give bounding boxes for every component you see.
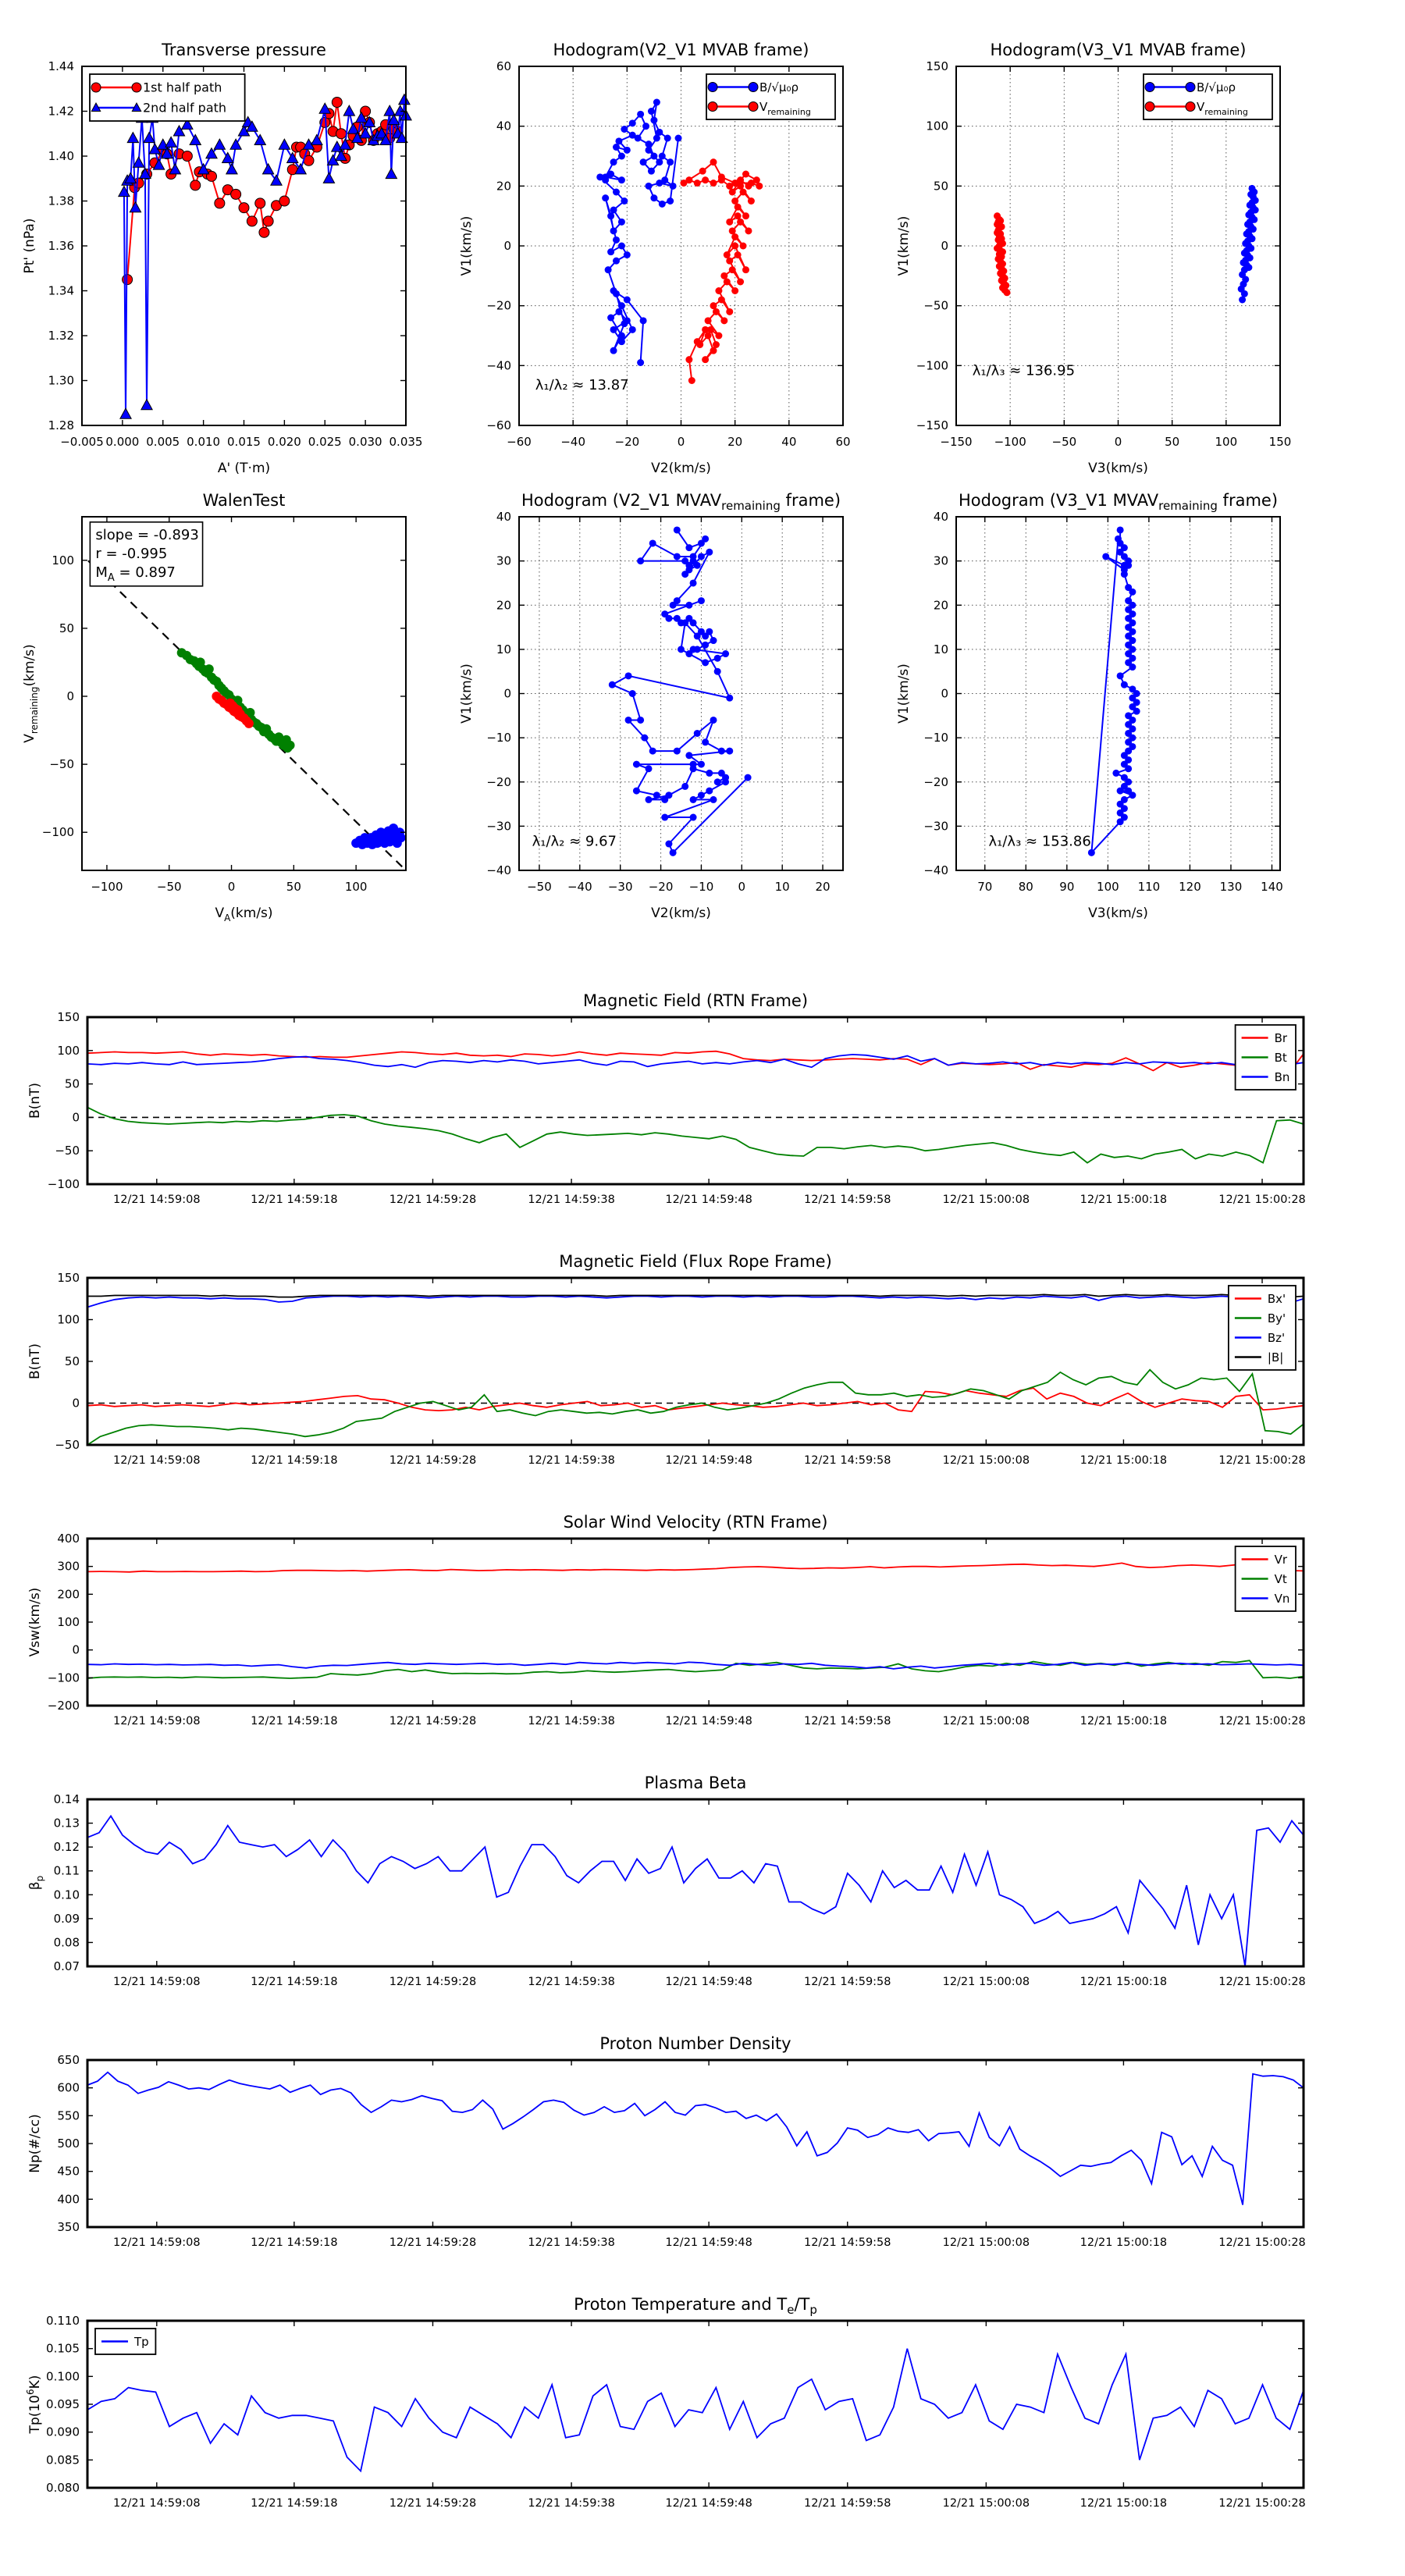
y-axis-label: B(nT) xyxy=(27,1343,43,1380)
y-tick-label: 1.36 xyxy=(48,239,74,253)
x-tick-label: −50 xyxy=(527,880,552,894)
chart-title: Proton Temperature and $T_e/T_p$ xyxy=(574,2295,817,2317)
x-tick-label: 0.000 xyxy=(105,435,140,449)
x-tick-label: 12/21 15:00:28 xyxy=(1218,1454,1306,1467)
chart-hodogram-v2v1-mvav xyxy=(459,491,843,921)
y-tick-label: 10 xyxy=(933,642,948,656)
y-tick-label: −40 xyxy=(486,358,511,373)
chart-title: WalenTest xyxy=(202,491,286,510)
y-tick-label: 1.34 xyxy=(48,283,74,298)
x-tick-label: 12/21 15:00:08 xyxy=(942,2236,1030,2249)
y-tick-label: −20 xyxy=(923,774,948,789)
x-tick-label: 80 xyxy=(1018,880,1033,894)
x-tick-label: 12/21 15:00:08 xyxy=(942,1715,1030,1727)
x-tick-label: 12/21 15:00:18 xyxy=(1080,1976,1168,1988)
y-tick-label: −50 xyxy=(55,1438,80,1452)
y-tick-label: −30 xyxy=(923,819,948,834)
y-tick-label: −20 xyxy=(486,298,511,313)
chart-b-rtn xyxy=(27,991,1306,1206)
chart-proton-temp xyxy=(25,2295,1306,2510)
y-axis-label: $V_{remaining}(km/s)$ xyxy=(22,644,40,743)
y-tick-label: 1.30 xyxy=(48,373,74,388)
x-tick-label: 12/21 14:59:28 xyxy=(389,1194,477,1206)
x-tick-label: 12/21 14:59:08 xyxy=(113,1454,201,1467)
legend-label: Vn xyxy=(1274,1591,1290,1606)
legend-label: B/√μ₀ρ xyxy=(759,80,799,94)
x-tick-label: 0 xyxy=(738,880,746,894)
x-tick-label: 12/21 14:59:48 xyxy=(665,2497,752,2510)
series-beta xyxy=(87,1816,1304,1966)
y-tick-label: 10 xyxy=(496,642,511,656)
chart-hodogram-v3v1-mvav xyxy=(896,491,1283,921)
x-tick-label: 12/21 14:59:38 xyxy=(528,1976,615,1988)
y-tick-label: −20 xyxy=(486,774,511,789)
chart-title: Solar Wind Velocity (RTN Frame) xyxy=(563,1513,828,1532)
y-axis-label: $\beta_p$ xyxy=(27,1875,45,1891)
legend xyxy=(706,74,835,119)
x-tick-label: 130 xyxy=(1219,880,1243,894)
legend-label: $V_{remaining}$ xyxy=(759,99,811,117)
x-tick-label: 12/21 14:59:08 xyxy=(113,1194,201,1206)
series-Br xyxy=(87,1051,1304,1073)
x-tick-label: 12/21 14:59:58 xyxy=(803,1194,891,1206)
y-tick-label: −10 xyxy=(923,731,948,745)
x-tick-label: −100 xyxy=(91,880,123,894)
x-axis-label: A' (T·m) xyxy=(217,461,271,476)
y-tick-label: 0.08 xyxy=(53,1935,80,1950)
x-tick-label: −0.005 xyxy=(60,435,104,449)
chart-walen-test xyxy=(22,491,406,923)
legend-label: Tp xyxy=(134,2334,149,2349)
markers-1st half path xyxy=(123,98,404,285)
legend xyxy=(1144,74,1272,119)
series-Bx' xyxy=(87,1388,1304,1411)
x-tick-label: 12/21 15:00:28 xyxy=(1218,1976,1306,1988)
legend-label: By' xyxy=(1267,1311,1286,1325)
x-axis-label: V3(km/s) xyxy=(1088,906,1148,921)
y-tick-label: −100 xyxy=(916,358,948,373)
chart-title: Hodogram(V2_V1 MVAB frame) xyxy=(553,41,809,59)
legend xyxy=(90,74,245,121)
x-tick-label: 12/21 14:59:48 xyxy=(665,1454,752,1467)
chart-hodogram-v2v1-mvab xyxy=(459,41,851,476)
x-tick-label: −30 xyxy=(607,880,633,894)
x-tick-label: 12/21 14:59:38 xyxy=(528,2236,615,2249)
chart-vsw-rtn xyxy=(27,1513,1306,1727)
y-tick-label: 500 xyxy=(57,2137,80,2151)
x-tick-label: 12/21 15:00:08 xyxy=(942,1454,1030,1467)
chart-title: Transverse pressure xyxy=(162,41,326,59)
y-tick-label: 0.09 xyxy=(53,1911,80,1926)
x-tick-label: 12/21 14:59:28 xyxy=(389,2236,477,2249)
x-tick-label: 12/21 14:59:38 xyxy=(528,2497,615,2510)
lambda-annotation: λ₁/λ₃ ≈ 153.86 xyxy=(988,833,1091,850)
x-tick-label: 12/21 15:00:28 xyxy=(1218,1715,1306,1727)
x-tick-label: 12/21 14:59:48 xyxy=(665,1715,752,1727)
x-tick-label: 12/21 14:59:58 xyxy=(803,1976,891,1988)
y-tick-label: 0.11 xyxy=(53,1863,80,1878)
lambda-annotation: λ₁/λ₂ ≈ 13.87 xyxy=(535,377,629,393)
legend xyxy=(1236,1025,1296,1090)
legend-label: Bn xyxy=(1274,1069,1290,1084)
x-tick-label: 12/21 15:00:18 xyxy=(1080,2236,1168,2249)
x-tick-label: 0.020 xyxy=(267,435,301,449)
markers-B xyxy=(596,99,681,367)
x-tick-label: 12/21 14:59:08 xyxy=(113,1976,201,1988)
x-tick-label: −40 xyxy=(567,880,592,894)
y-tick-label: −40 xyxy=(923,863,948,877)
y-tick-label: 1.40 xyxy=(48,149,74,163)
y-tick-label: −40 xyxy=(486,863,511,877)
x-axis-label: V3(km/s) xyxy=(1088,461,1148,476)
y-tick-label: 0 xyxy=(941,686,948,701)
y-axis-label: Vsw(km/s) xyxy=(27,1587,43,1657)
x-tick-label: −60 xyxy=(507,435,532,449)
y-tick-label: 0 xyxy=(503,239,511,253)
series-Vn xyxy=(87,1662,1304,1669)
y-tick-label: 400 xyxy=(57,2192,80,2207)
y-tick-label: 0.14 xyxy=(53,1792,80,1806)
x-tick-label: 0.005 xyxy=(146,435,180,449)
y-tick-label: 0.110 xyxy=(46,2314,80,2328)
legend xyxy=(1236,1546,1296,1611)
x-tick-label: 20 xyxy=(815,880,831,894)
chart-title: Hodogram(V3_V1 MVAB frame) xyxy=(990,41,1247,59)
y-tick-label: 0 xyxy=(72,1642,80,1657)
x-tick-label: 12/21 14:59:38 xyxy=(528,1454,615,1467)
y-tick-label: 100 xyxy=(57,1043,80,1058)
stats-line: $M_A = 0.897$ xyxy=(95,564,176,584)
x-tick-label: 12/21 15:00:08 xyxy=(942,1976,1030,1988)
x-tick-label: −100 xyxy=(994,435,1026,449)
x-tick-label: 12/21 14:59:58 xyxy=(803,2236,891,2249)
x-tick-label: 70 xyxy=(977,880,993,894)
y-tick-label: 0.07 xyxy=(53,1959,80,1973)
legend-label: Vr xyxy=(1274,1552,1288,1567)
x-tick-label: 140 xyxy=(1261,880,1283,894)
series-Np xyxy=(87,2073,1304,2205)
markers-V xyxy=(994,212,1010,296)
y-tick-label: 0 xyxy=(66,688,74,703)
legend-label: 1st half path xyxy=(143,80,222,95)
y-tick-label: 40 xyxy=(933,510,948,524)
x-tick-label: −40 xyxy=(560,435,585,449)
chart-title: Magnetic Field (RTN Frame) xyxy=(582,991,809,1010)
chart-title: Proton Number Density xyxy=(599,2034,791,2053)
y-tick-label: −50 xyxy=(923,298,948,313)
x-tick-label: −20 xyxy=(648,880,674,894)
legend-label: B/√μ₀ρ xyxy=(1197,80,1236,94)
legend-label: |B| xyxy=(1267,1350,1284,1364)
y-tick-label: 20 xyxy=(496,179,511,194)
y-tick-label: 400 xyxy=(57,1532,80,1546)
y-tick-label: 50 xyxy=(64,1354,80,1368)
y-tick-label: 100 xyxy=(926,119,948,133)
y-tick-label: −10 xyxy=(486,731,511,745)
chart-title: Magnetic Field (Flux Rope Frame) xyxy=(559,1252,832,1271)
y-tick-label: −50 xyxy=(55,1144,80,1158)
x-tick-label: 12/21 14:59:18 xyxy=(251,1976,338,1988)
series-Bn xyxy=(87,1055,1304,1067)
y-tick-label: 650 xyxy=(57,2053,80,2067)
y-tick-label: 350 xyxy=(57,2220,80,2234)
x-tick-label: 10 xyxy=(774,880,790,894)
x-tick-label: 12/21 14:59:58 xyxy=(803,2497,891,2510)
y-tick-label: 1.28 xyxy=(48,418,74,432)
legend-label: Br xyxy=(1274,1030,1288,1045)
x-tick-label: 120 xyxy=(1179,880,1201,894)
x-tick-label: 12/21 14:59:18 xyxy=(251,2236,338,2249)
y-tick-label: 150 xyxy=(57,1271,80,1285)
y-tick-label: 50 xyxy=(64,1076,80,1091)
x-tick-label: 12/21 15:00:18 xyxy=(1080,1454,1168,1467)
legend xyxy=(1229,1286,1296,1370)
x-tick-label: 12/21 14:59:28 xyxy=(389,1976,477,1988)
x-tick-label: 40 xyxy=(781,435,797,449)
y-tick-label: −50 xyxy=(49,757,74,772)
x-tick-label: 0 xyxy=(677,435,685,449)
x-tick-label: 0 xyxy=(1114,435,1122,449)
y-tick-label: 30 xyxy=(496,553,511,568)
y-tick-label: −100 xyxy=(47,1177,80,1191)
x-tick-label: 0.035 xyxy=(389,435,423,449)
x-tick-label: −50 xyxy=(1051,435,1077,449)
y-tick-label: 450 xyxy=(57,2164,80,2179)
y-axis-label: B(nT) xyxy=(27,1082,43,1119)
x-tick-label: 12/21 14:59:58 xyxy=(803,1715,891,1727)
y-tick-label: 150 xyxy=(926,59,948,73)
y-tick-label: 0 xyxy=(72,1396,80,1411)
x-tick-label: 12/21 15:00:08 xyxy=(942,1194,1030,1206)
x-tick-label: 12/21 14:59:48 xyxy=(665,1976,752,1988)
chart-transverse-pressure xyxy=(22,41,422,476)
y-axis-label: V1(km/s) xyxy=(459,664,475,724)
y-tick-label: 40 xyxy=(496,510,511,524)
series-By' xyxy=(87,1370,1304,1445)
y-axis-label: V1(km/s) xyxy=(459,215,475,276)
x-tick-label: 12/21 14:59:48 xyxy=(665,2236,752,2249)
x-tick-label: 12/21 14:59:08 xyxy=(113,2236,201,2249)
y-tick-label: 0 xyxy=(72,1110,80,1125)
x-tick-label: −10 xyxy=(688,880,714,894)
x-tick-label: 150 xyxy=(1268,435,1292,449)
x-tick-label: 12/21 14:59:18 xyxy=(251,2497,338,2510)
chart-hodogram-v3v1-mvab xyxy=(896,41,1291,476)
y-tick-label: 0.105 xyxy=(46,2341,80,2356)
y-axis-label: $Tp(10^6K)$ xyxy=(25,2375,43,2434)
x-tick-label: 12/21 14:59:48 xyxy=(665,1194,752,1206)
x-tick-label: 12/21 14:59:18 xyxy=(251,1194,338,1206)
y-tick-label: 1.32 xyxy=(48,329,74,343)
y-tick-label: 40 xyxy=(496,119,511,133)
lambda-annotation: λ₁/λ₂ ≈ 9.67 xyxy=(532,833,617,850)
legend xyxy=(95,2329,155,2354)
y-tick-label: 0.100 xyxy=(46,2369,80,2384)
x-tick-label: 0.025 xyxy=(308,435,342,449)
y-tick-label: 0.10 xyxy=(53,1888,80,1902)
chart-b-fluxrope xyxy=(27,1252,1306,1467)
x-tick-label: −150 xyxy=(940,435,973,449)
y-tick-label: 0.085 xyxy=(46,2453,80,2467)
y-axis-label: V1(km/s) xyxy=(896,664,912,724)
x-axis-label: $V_A(km/s)$ xyxy=(215,906,273,923)
y-tick-label: 60 xyxy=(496,59,511,73)
x-tick-label: −50 xyxy=(156,880,182,894)
x-tick-label: 12/21 14:59:38 xyxy=(528,1715,615,1727)
x-tick-label: 12/21 14:59:38 xyxy=(528,1194,615,1206)
x-tick-label: 12/21 15:00:28 xyxy=(1218,2236,1306,2249)
y-axis-label: Pt' (nPa) xyxy=(22,218,37,274)
legend-label: Bt xyxy=(1274,1050,1287,1065)
y-tick-label: 100 xyxy=(52,553,74,568)
y-tick-label: 50 xyxy=(59,621,74,635)
y-tick-label: 150 xyxy=(57,1010,80,1024)
x-tick-label: 12/21 14:59:08 xyxy=(113,2497,201,2510)
x-tick-label: 12/21 15:00:08 xyxy=(942,2497,1030,2510)
markers-2nd half path xyxy=(119,94,411,419)
x-tick-label: 0.015 xyxy=(227,435,261,449)
y-tick-label: 0.095 xyxy=(46,2397,80,2411)
x-tick-label: 0.010 xyxy=(187,435,221,449)
y-tick-label: 100 xyxy=(57,1312,80,1327)
series-Bt xyxy=(87,1108,1304,1163)
legend-label: Bx' xyxy=(1267,1291,1286,1306)
y-tick-label: 1.42 xyxy=(48,104,74,119)
y-tick-label: 0.090 xyxy=(46,2425,80,2439)
x-tick-label: 12/21 14:59:08 xyxy=(113,1715,201,1727)
x-tick-label: 20 xyxy=(727,435,743,449)
x-tick-label: 12/21 15:00:28 xyxy=(1218,1194,1306,1206)
x-tick-label: 90 xyxy=(1059,880,1075,894)
x-tick-label: 100 xyxy=(1215,435,1238,449)
stats-line: slope = -0.893 xyxy=(95,526,199,543)
x-tick-label: 0.030 xyxy=(348,435,382,449)
y-tick-label: −100 xyxy=(47,1670,80,1685)
chart-title: Plasma Beta xyxy=(644,1774,747,1792)
y-tick-label: −30 xyxy=(486,819,511,834)
y-tick-label: 1.38 xyxy=(48,194,74,208)
y-tick-label: 100 xyxy=(57,1615,80,1629)
x-tick-label: 12/21 14:59:28 xyxy=(389,1715,477,1727)
y-axis-label: Np(#/cc) xyxy=(27,2114,43,2173)
legend-label: $V_{remaining}$ xyxy=(1197,99,1248,117)
y-tick-label: 200 xyxy=(57,1587,80,1602)
x-tick-label: 12/21 15:00:18 xyxy=(1080,2497,1168,2510)
chart-title: Hodogram (V2_V1 $MVAV_{remaining}$ frame) xyxy=(521,491,841,513)
y-tick-label: 0.12 xyxy=(53,1840,80,1855)
y-tick-label: 0 xyxy=(941,239,948,253)
series-Bz' xyxy=(87,1297,1304,1308)
stats-line: r = -0.995 xyxy=(95,545,168,562)
x-tick-label: 110 xyxy=(1137,880,1161,894)
markers-blue xyxy=(351,824,405,849)
y-tick-label: 600 xyxy=(57,2080,80,2095)
chart-title: Hodogram (V3_V1 $MVAV_{remaining}$ frame) xyxy=(958,491,1279,513)
y-tick-label: −100 xyxy=(41,825,74,840)
legend-label: Bz' xyxy=(1267,1330,1286,1345)
x-tick-label: 100 xyxy=(1097,880,1119,894)
y-tick-label: 20 xyxy=(933,598,948,613)
legend-label: 2nd half path xyxy=(143,100,227,116)
x-tick-label: 12/21 15:00:18 xyxy=(1080,1715,1168,1727)
y-tick-label: −150 xyxy=(916,418,948,432)
y-tick-label: −60 xyxy=(486,418,511,432)
x-tick-label: −20 xyxy=(614,435,640,449)
x-tick-label: 12/21 14:59:28 xyxy=(389,1454,477,1467)
markers-green xyxy=(177,648,295,753)
y-axis-label: V1(km/s) xyxy=(896,215,912,276)
markers-B xyxy=(1238,185,1259,304)
chart-plasma-beta xyxy=(27,1774,1306,1988)
y-tick-label: 550 xyxy=(57,2108,80,2123)
x-tick-label: 0 xyxy=(227,880,236,894)
y-tick-label: 30 xyxy=(933,553,948,568)
y-tick-label: 50 xyxy=(933,179,948,194)
markers-V xyxy=(609,526,752,856)
x-tick-label: 60 xyxy=(835,435,851,449)
x-tick-label: 50 xyxy=(1165,435,1180,449)
y-tick-label: 300 xyxy=(57,1559,80,1574)
y-tick-label: −200 xyxy=(47,1699,80,1713)
chart-proton-density xyxy=(27,2034,1306,2249)
x-tick-label: 12/21 14:59:18 xyxy=(251,1715,338,1727)
legend-label: Vt xyxy=(1274,1571,1287,1586)
series-Vr xyxy=(87,1562,1304,1572)
x-tick-label: 50 xyxy=(286,880,301,894)
y-tick-label: 20 xyxy=(496,598,511,613)
x-tick-label: 12/21 14:59:18 xyxy=(251,1454,338,1467)
x-tick-label: 12/21 15:00:28 xyxy=(1218,2497,1306,2510)
x-tick-label: 12/21 14:59:28 xyxy=(389,2497,477,2510)
lambda-annotation: λ₁/λ₃ ≈ 136.95 xyxy=(972,362,1076,379)
x-axis-label: V2(km/s) xyxy=(651,461,711,476)
x-tick-label: 12/21 15:00:18 xyxy=(1080,1194,1168,1206)
y-tick-label: 1.44 xyxy=(48,59,74,73)
x-tick-label: 12/21 14:59:58 xyxy=(803,1454,891,1467)
x-axis-label: V2(km/s) xyxy=(651,906,711,921)
y-tick-label: 0.080 xyxy=(46,2481,80,2495)
x-tick-label: 100 xyxy=(344,880,368,894)
y-tick-label: 0.13 xyxy=(53,1816,80,1831)
y-tick-label: 0 xyxy=(503,686,511,701)
series-Tp xyxy=(87,2349,1304,2471)
